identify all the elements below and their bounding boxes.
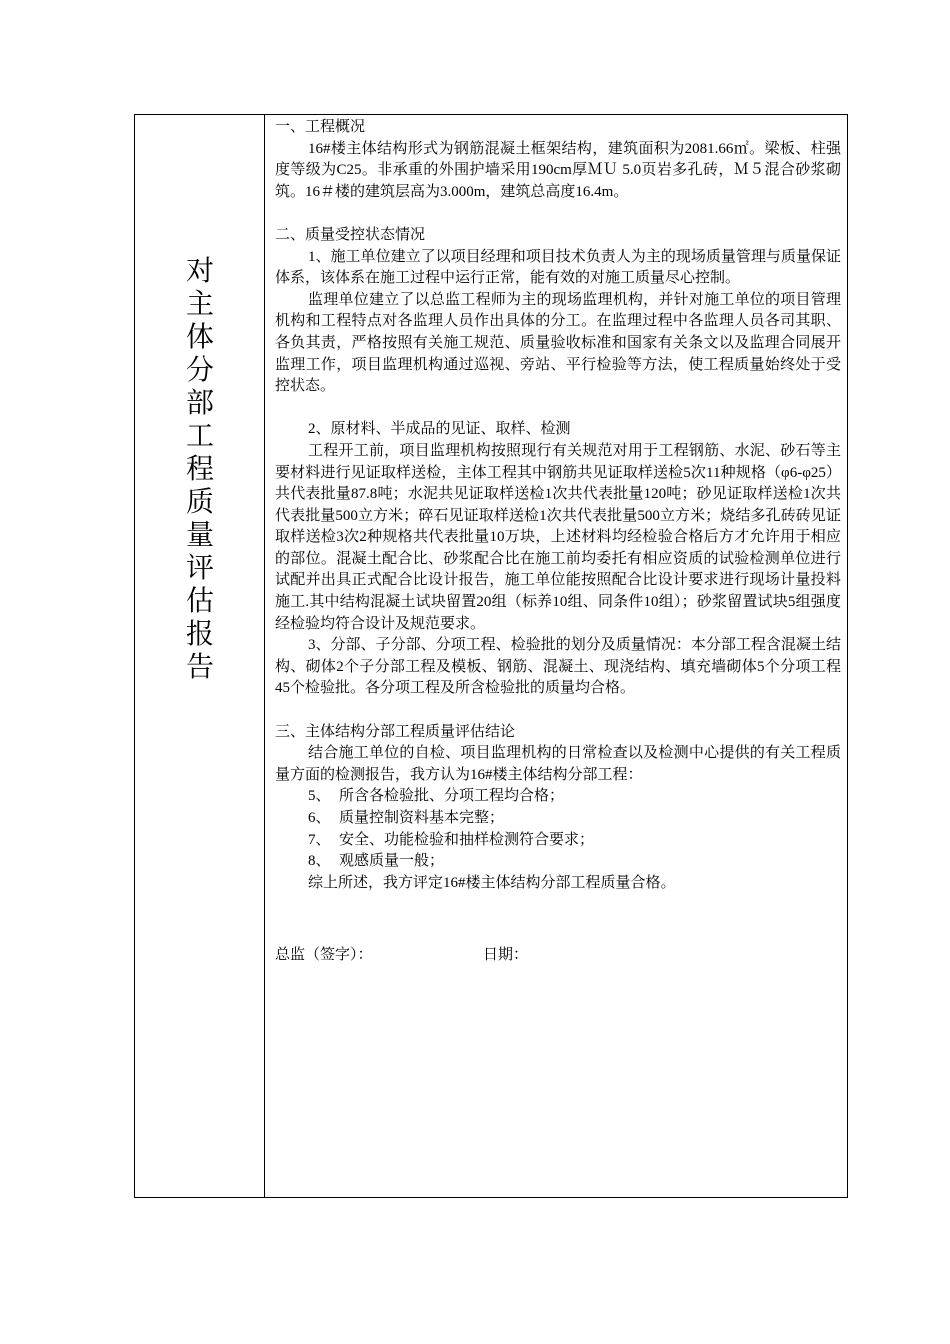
vertical-title-char: 质 <box>185 487 214 518</box>
content-column <box>275 117 841 967</box>
signature-row <box>275 945 841 967</box>
vertical-title-char: 告 <box>185 652 214 683</box>
vertical-title-char: 评 <box>185 553 214 584</box>
section2-sub2-body: 工程开工前，项目监理机构按照现行有关规范对用于工程钢筋、水泥、砂石等主要材料进行见证取样送检，主体工程其中钢筋共见证取样送检5次11种规格（φ6-φ25）共代表批量87.8吨；水泥共见证取样送检1次共代表批量120吨；砂见证取样送检1次共代表批量500立方米；碎石见证取样送检1次共代表批量500立方米；烧结多孔砖砖见证取样送检3次2种规格共代表批量10万块，上述材料均经检验合格后方才允许用于相应的部位。混凝土配合比、砂浆配合比在施工前均委托有相应资质的试验检测单位进行试配并出具正式配合比设计报告，施工单位能按照配合比设计要求进行现场计量投料施工.其中结构混凝土试块留置20组（标养10组、同条件10组）；砂浆留置试块5组强度经检验均符合设计及规范要求。 <box>275 442 841 632</box>
vertical-title-char: 工 <box>185 421 214 452</box>
date-label: 日期： <box>483 947 529 964</box>
vertical-title <box>135 255 265 684</box>
list-item: 5、 所含各检验批、分项工程均合格； <box>308 788 565 805</box>
list-item: 7、 安全、功能检验和抽样检测符合要求； <box>308 831 595 848</box>
vertical-title-char: 部 <box>185 388 214 419</box>
vertical-title-char: 主 <box>185 289 214 320</box>
report-table <box>134 114 848 1198</box>
section2-heading: 二、质量受控状态情况 <box>275 226 426 243</box>
vertical-title-char: 体 <box>185 322 214 353</box>
section2-sub2-heading: 2、原材料、半成品的见证、取样、检测 <box>308 421 571 438</box>
section2-para1: 1、施工单位建立了以项目经理和项目技术负责人为主的现场质量管理与质量保证体系，该体系在施工过程中运行正常，能有效的对施工质量尽心控制。 <box>275 248 841 287</box>
section1-body: 16#楼主体结构形式为钢筋混凝土框架结构，建筑面积为2081.66㎡。梁板、柱强度等级为C25。非承重的外围护墙采用190cm厚ＭＵ 5.0页岩多孔砖，Ｍ５混合砂浆砌筑。16＃楼的建筑层高为3.000m，建筑总高度16.4m。 <box>275 140 841 200</box>
section3-intro: 结合施工单位的自检、项目监理机构的日常检查以及检测中心提供的有关工程质量方面的检测报告，我方认为16#楼主体结构分部工程： <box>275 745 841 783</box>
vertical-title-char: 报 <box>185 619 214 650</box>
section2-sub3: 3、分部、子分部、分项工程、检验批的划分及质量情况：本分部工程含混凝土结构、砌体2个子分部工程及模板、钢筋、混凝土、现浇结构、填充墙砌体5个分项工程45个检验批。各分项工程及所含检验批的质量均合格。 <box>275 637 841 697</box>
vertical-title-char: 量 <box>185 520 214 551</box>
chief-signature-label: 总监（签字）： <box>275 947 373 964</box>
list-item: 6、 质量控制资料基本完整； <box>308 810 505 826</box>
section3-heading: 三、主体结构分部工程质量评估结论 <box>275 723 516 740</box>
vertical-title-char: 估 <box>185 586 214 617</box>
section1-heading: 一、工程概况 <box>275 119 366 135</box>
vertical-title-char: 分 <box>185 355 214 386</box>
list-item: 8、 观感质量一般； <box>308 853 445 870</box>
section3-conclusion: 综上所述，我方评定16#楼主体结构分部工程质量合格。 <box>308 874 676 891</box>
section2-para2: 监理单位建立了以总监工程师为主的现场监理机构，并针对施工单位的项目管理机构和工程特点对各监理人员作出具体的分工。在监理过程中各监理人员各司其职、各负其责，严格按照有关施工规范、质量验收标准和国家有关条文以及监理合同展开监理工作，项目监理机构通过巡视、旁站、平行检验等方法，使工程质量始终处于受控状态。 <box>275 291 841 395</box>
title-column <box>135 115 265 1197</box>
vertical-title-char: 对 <box>185 256 214 287</box>
vertical-title-char: 程 <box>185 454 214 485</box>
